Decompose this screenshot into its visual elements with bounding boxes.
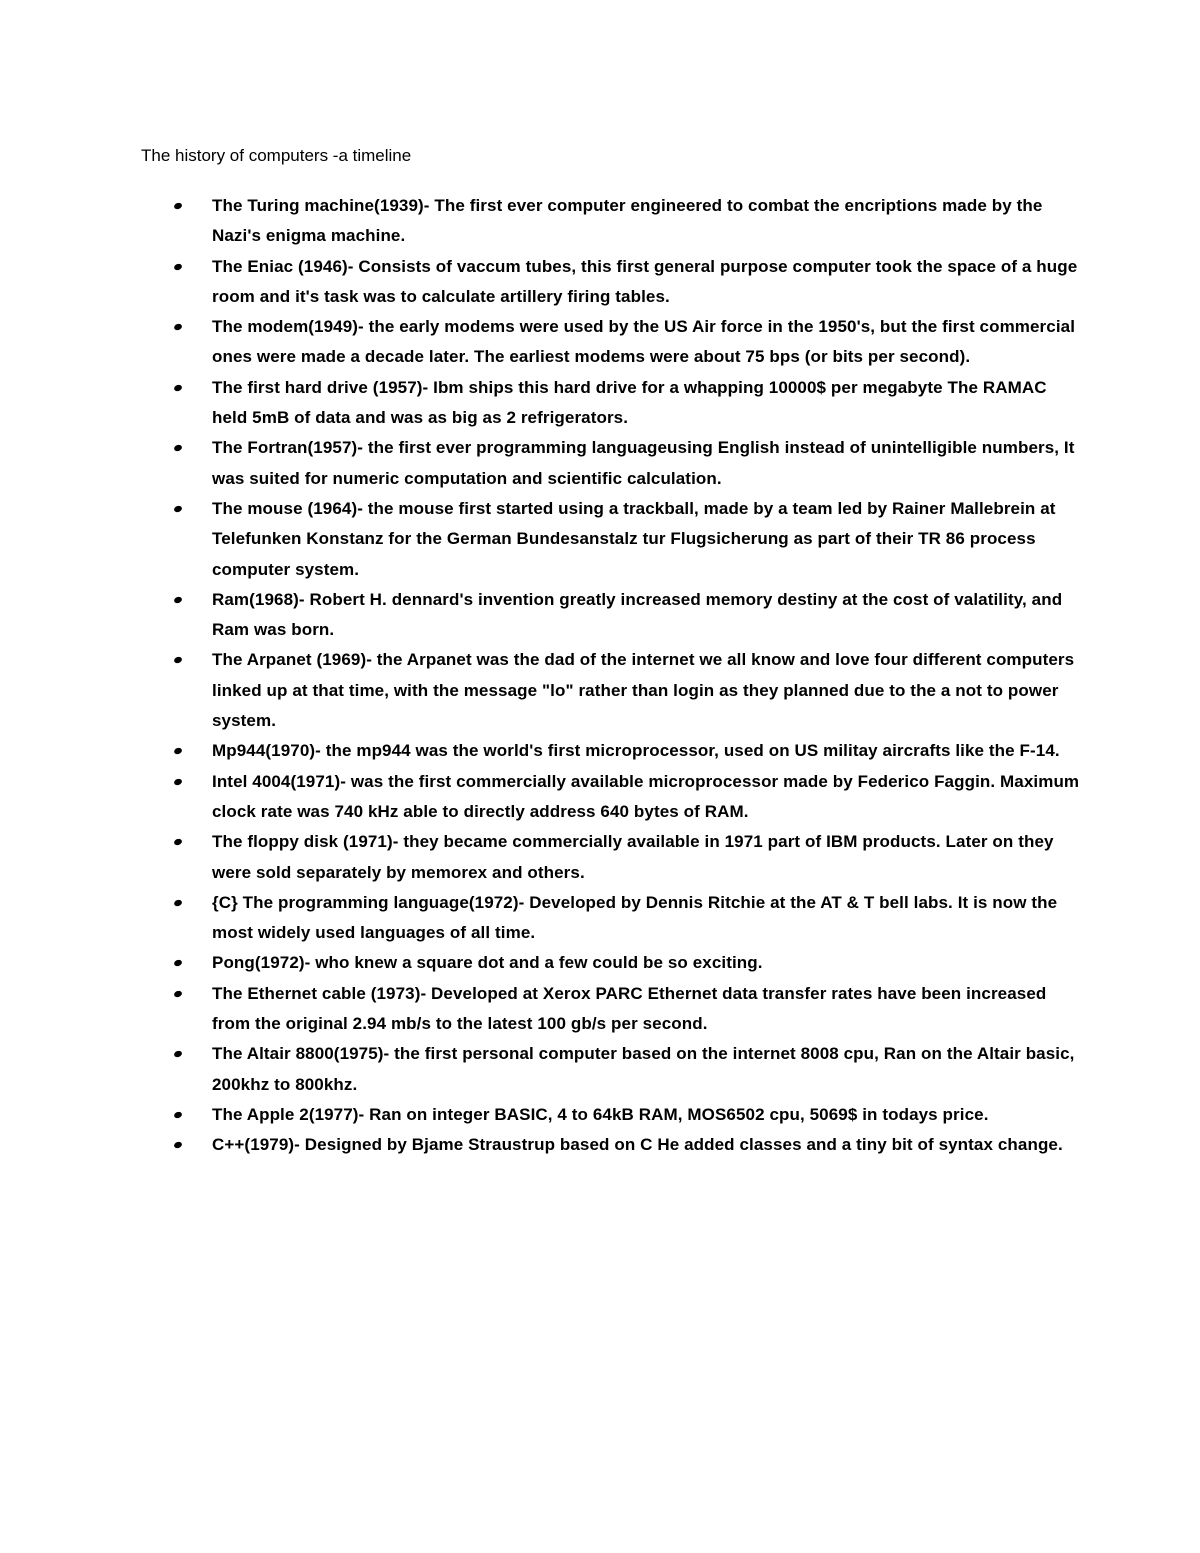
timeline-item [212, 312, 1082, 373]
timeline-item-text: The mouse (1964)- the mouse first started using a trackball, made by a team led by Rainer Mallebrein at Telefunken Konstanz for the German Bundesanstalz tur Flugsicherung as part of their TR 86 process computer system. [212, 498, 1056, 579]
timeline-item [212, 888, 1082, 949]
timeline-item-text: The Ethernet cable (1973)- Developed at Xerox PARC Ethernet data transfer rates have been increased from the original 2.94 mb/s to the latest 100 gb/s per second. [212, 983, 1047, 1034]
timeline-item-text: Intel 4004(1971)- was the first commercially available microprocessor made by Federico Faggin. Maximum clock rate was 740 kHz able to directly address 640 bytes of RAM. [212, 771, 1080, 821]
bullet-icon [173, 596, 183, 604]
bullet-icon [173, 1111, 183, 1119]
timeline-item [212, 736, 1082, 766]
timeline-item [212, 948, 1082, 978]
timeline-item-text: {C} The programming language(1972)- Developed by Dennis Ritchie at the AT & T bell labs. It is now the most widely used languages of all time. [212, 892, 1058, 943]
timeline-item-text: The Altair 8800(1975)- the first personal computer based on the internet 8008 cpu, Ran on the Altair basic, 200khz to 800khz. [212, 1044, 1075, 1094]
timeline-item-text: The Fortran(1957)- the first ever programming languageusing English instead of unintelligible numbers, It was suited for numeric computation and scientific calculation. [212, 438, 1075, 488]
timeline-item-text: The modem(1949)- the early modems were used by the US Air force in the 1950's, but the first commercial ones were made a decade later. The earliest modems were about 75 bps (or bits per second). [212, 317, 1076, 367]
bullet-icon [173, 505, 183, 513]
timeline-item [212, 979, 1082, 1040]
bullet-icon [173, 777, 183, 785]
timeline-item [212, 494, 1082, 585]
bullet-icon [173, 838, 183, 846]
timeline-item [212, 433, 1082, 494]
document-title: The history of computers -a timeline [141, 146, 412, 165]
timeline-item [212, 1100, 1082, 1130]
bullet-icon [173, 959, 183, 967]
bullet-icon [173, 323, 183, 331]
timeline-item-text: C++(1979)- Designed by Bjame Straustrup based on C He added classes and a tiny bit of syntax change. [212, 1135, 1063, 1155]
timeline-list [212, 191, 1082, 1161]
bullet-icon [173, 444, 183, 452]
timeline-item-text: Mp944(1970)- the mp944 was the world's first microprocessor, used on US militay aircrafts like the F-14. [212, 741, 1060, 761]
timeline-item [212, 1039, 1082, 1100]
timeline-item-text: The Apple 2(1977)- Ran on integer BASIC, 4 to 64kB RAM, MOS6502 cpu, 5069$ in todays price. [212, 1104, 989, 1124]
timeline-item-text: The first hard drive (1957)- Ibm ships this hard drive for a whapping 10000$ per megabyte The RAMAC held 5mB of data and was as big as 2 refrigerators. [212, 377, 1047, 428]
timeline-item-text: The Turing machine(1939)- The first ever computer engineered to combat the encriptions made by the Nazi's enigma machine. [212, 196, 1043, 246]
bullet-icon [173, 1050, 183, 1058]
timeline-item-text: The floppy disk (1971)- they became commercially available in 1971 part of IBM products. Later on they were sold separately by memorex and others. [212, 832, 1054, 882]
timeline-item-text: Ram(1968)- Robert H. dennard's invention greatly increased memory destiny at the cost of valatility, and Ram was born. [212, 589, 1063, 640]
timeline-item [212, 645, 1082, 736]
timeline-item [212, 191, 1082, 252]
timeline-item [212, 585, 1082, 646]
timeline-item [212, 373, 1082, 434]
bullet-icon [173, 262, 183, 270]
timeline-item-text: The Eniac (1946)- Consists of vaccum tubes, this first general purpose computer took the space of a huge room and it's task was to calculate artillery firing tables. [212, 256, 1078, 306]
timeline-item [212, 1130, 1082, 1160]
bullet-icon [173, 899, 183, 907]
bullet-icon [173, 656, 183, 664]
timeline-item [212, 252, 1082, 313]
bullet-icon [173, 747, 183, 755]
bullet-icon [173, 1141, 183, 1149]
bullet-icon [173, 384, 183, 392]
timeline-item-text: Pong(1972)- who knew a square dot and a few could be so exciting. [212, 953, 763, 973]
timeline-item [212, 767, 1082, 828]
timeline-item-text: The Arpanet (1969)- the Arpanet was the dad of the internet we all know and love four different computers linked up at that time, with the message "lo" rather than login as they planned due to the a not to power system. [212, 650, 1075, 731]
bullet-icon [173, 990, 183, 998]
bullet-icon [173, 202, 183, 210]
timeline-item [212, 827, 1082, 888]
